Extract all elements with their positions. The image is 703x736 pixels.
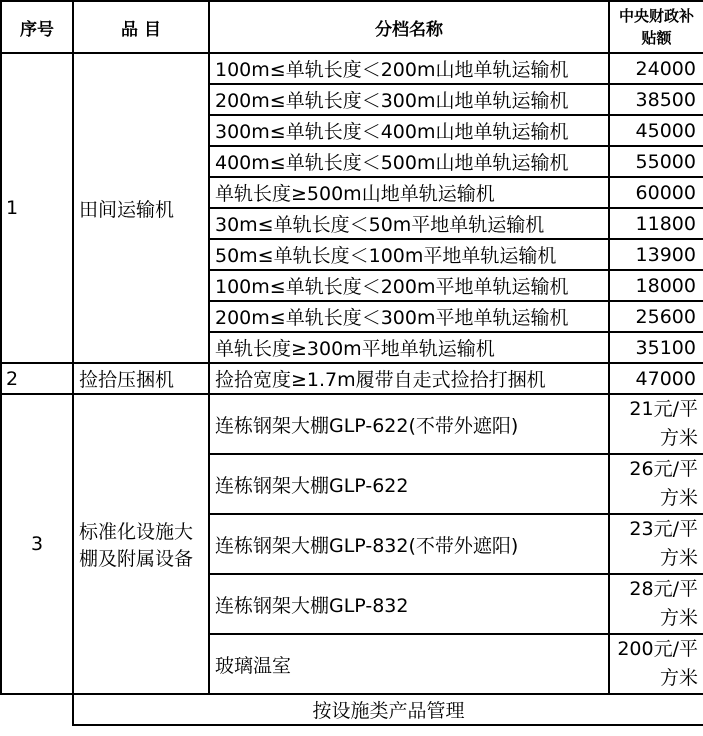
grade-subsidy: 35100 — [609, 332, 703, 363]
grade-name: 50m≤单轨长度＜100m平地单轨运输机 — [209, 239, 609, 270]
header-subsidy-text: 中央财政补贴额 — [618, 7, 694, 47]
grade-name: 30m≤单轨长度＜50m平地单轨运输机 — [209, 208, 609, 239]
grade-name: 400m≤单轨长度＜500m山地单轨运输机 — [209, 146, 609, 177]
grade-subsidy: 11800 — [609, 208, 703, 239]
grade-name: 连栋钢架大棚GLP-832 — [209, 574, 609, 634]
table-header-row — [1, 1, 703, 53]
grade-name: 连栋钢架大棚GLP-622 — [209, 454, 609, 514]
header-no: 序号 — [1, 1, 73, 53]
grade-subsidy: 25600 — [609, 301, 703, 332]
row-item-3: 标准化设施大棚及附属设备 — [73, 394, 209, 694]
row-no-1: 1 — [1, 53, 73, 363]
grade-name: 100m≤单轨长度＜200m平地单轨运输机 — [209, 270, 609, 301]
table-row — [1, 53, 703, 84]
footer-empty-cell — [1, 694, 73, 725]
table-footer-row — [1, 694, 703, 725]
table-row — [1, 363, 703, 394]
row-item-2: 捡拾压捆机 — [73, 363, 209, 394]
grade-name: 连栋钢架大棚GLP-832(不带外遮阳) — [209, 514, 609, 574]
row-no-2: 2 — [1, 363, 73, 394]
grade-name: 单轨长度≥300m平地单轨运输机 — [209, 332, 609, 363]
grade-subsidy: 18000 — [609, 270, 703, 301]
grade-name: 捡拾宽度≥1.7m履带自走式捡拾打捆机 — [209, 363, 609, 394]
grade-subsidy: 24000 — [609, 53, 703, 84]
footer-note: 按设施类产品管理 — [73, 694, 703, 725]
grade-name: 300m≤单轨长度＜400m山地单轨运输机 — [209, 115, 609, 146]
table-row — [1, 394, 703, 454]
grade-name: 单轨长度≥500m山地单轨运输机 — [209, 177, 609, 208]
grade-subsidy: 60000 — [609, 177, 703, 208]
grade-name: 200m≤单轨长度＜300m平地单轨运输机 — [209, 301, 609, 332]
grade-subsidy: 38500 — [609, 84, 703, 115]
grade-subsidy: 45000 — [609, 115, 703, 146]
grade-name: 玻璃温室 — [209, 634, 609, 694]
grade-subsidy: 28元/平方米 — [609, 574, 703, 634]
row-item-1: 田间运输机 — [73, 53, 209, 363]
header-item: 品 目 — [73, 1, 209, 53]
grade-name: 连栋钢架大棚GLP-622(不带外遮阳) — [209, 394, 609, 454]
header-grade: 分档名称 — [209, 1, 609, 53]
grade-subsidy: 200元/平方米 — [609, 634, 703, 694]
grade-subsidy: 13900 — [609, 239, 703, 270]
grade-name: 200m≤单轨长度＜300m山地单轨运输机 — [209, 84, 609, 115]
grade-subsidy: 55000 — [609, 146, 703, 177]
grade-subsidy: 47000 — [609, 363, 703, 394]
grade-subsidy: 26元/平方米 — [609, 454, 703, 514]
row-no-3: 3 — [1, 394, 73, 694]
grade-subsidy: 23元/平方米 — [609, 514, 703, 574]
header-subsidy — [609, 1, 703, 53]
grade-subsidy: 21元/平方米 — [609, 394, 703, 454]
grade-name: 100m≤单轨长度＜200m山地单轨运输机 — [209, 53, 609, 84]
